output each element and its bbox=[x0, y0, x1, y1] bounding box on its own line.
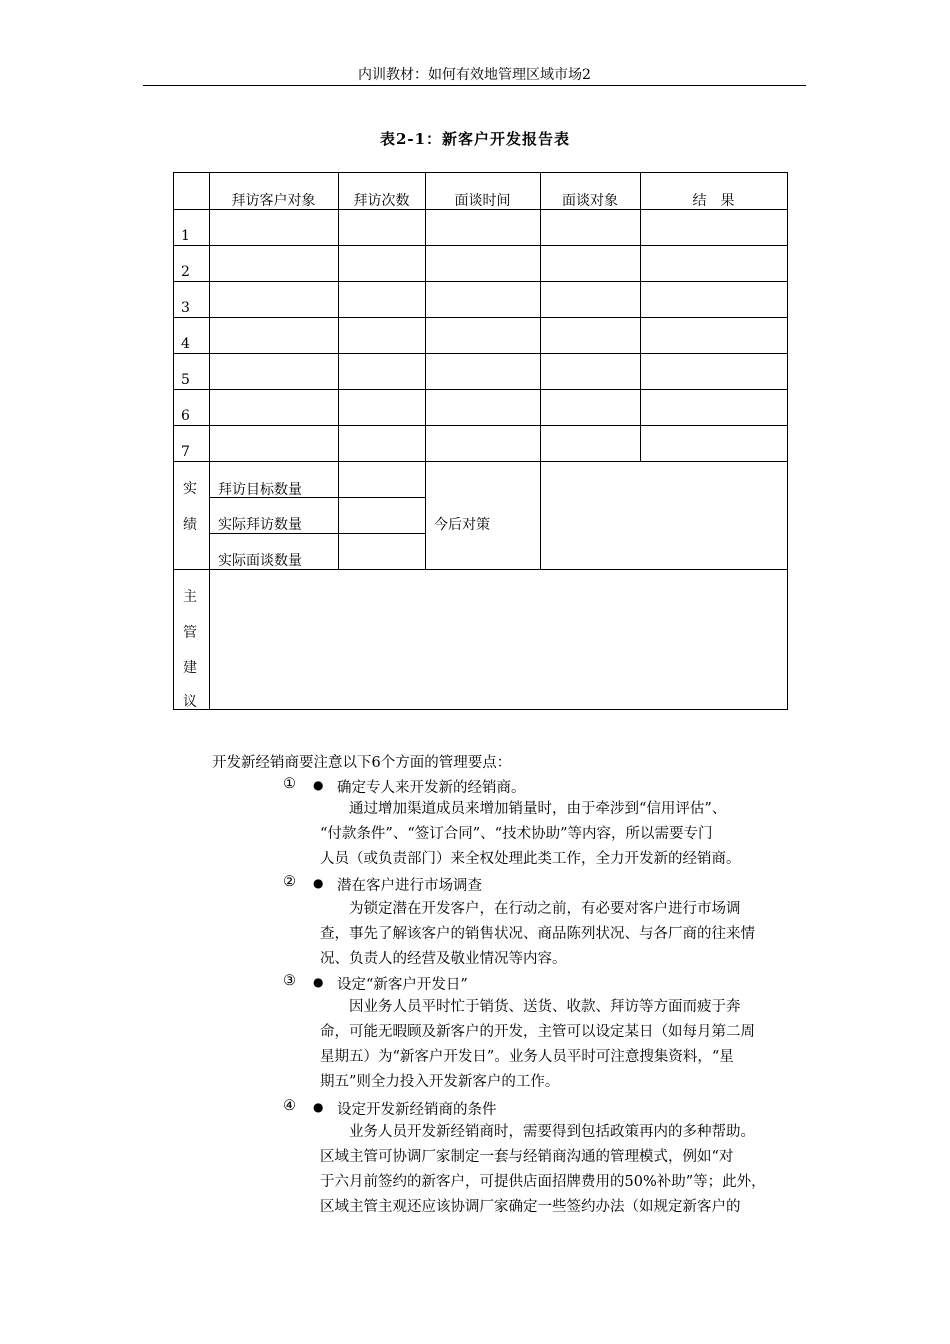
paragraph-line: 况、负责人的经营及敬业情况等内容。 bbox=[320, 951, 567, 967]
perf-label: 绩 bbox=[183, 517, 197, 533]
supervisor-label: 管 bbox=[183, 625, 197, 641]
paragraph-line: 星期五）为“新客户开发日”。业务人员平时可注意搜集资料，“星 bbox=[320, 1049, 734, 1065]
perf-label: 实 bbox=[183, 481, 197, 497]
paragraph-line: 业务人员开发新经销商时，需要得到包括政策再内的多种帮助。 bbox=[320, 1124, 755, 1140]
col-line bbox=[338, 172, 339, 569]
page-header: 内训教材：如何有效地管理区域市场2 bbox=[358, 67, 591, 83]
item-paragraph bbox=[320, 797, 810, 872]
row-number: 1 bbox=[181, 228, 190, 244]
paragraph-line: 区域主管主观还应该协调厂家确定一些签约办法（如规定新客户的 bbox=[320, 1199, 741, 1215]
paragraph-line: 区域主管可协调厂家制定一套与经销商沟通的管理模式，例如“对 bbox=[320, 1149, 734, 1165]
item-number: ③ bbox=[283, 973, 296, 989]
row-line bbox=[173, 245, 787, 246]
column-header: 拜访客户对象 bbox=[231, 193, 316, 209]
perf-item: 实际拜访数量 bbox=[218, 517, 302, 533]
item-title: 潜在客户进行市场调查 bbox=[337, 878, 482, 894]
header-rule bbox=[143, 85, 806, 86]
table-border-right bbox=[787, 172, 788, 710]
item-title: 设定“新客户开发日” bbox=[337, 977, 468, 993]
col-line bbox=[540, 172, 541, 569]
item-paragraph bbox=[320, 1120, 810, 1220]
paragraph-line: 因业务人员平时忙于销货、送货、收款、拜访等方面而疲于奔 bbox=[320, 999, 741, 1015]
supervisor-label: 建 bbox=[183, 660, 197, 676]
column-header: 面谈时间 bbox=[454, 193, 511, 209]
row-number: 6 bbox=[181, 408, 190, 424]
paragraph-line: “付款条件”、“签订合同”、“技术协助”等内容，所以需要专门 bbox=[320, 826, 713, 842]
item-number: ① bbox=[283, 776, 296, 792]
perf-item: 拜访目标数量 bbox=[218, 482, 302, 498]
row-line bbox=[173, 281, 787, 282]
paragraph-line: 为锁定潜在开发客户，在行动之前，有必要对客户进行市场调 bbox=[320, 901, 741, 917]
table-border-left bbox=[173, 172, 174, 710]
row-line bbox=[173, 317, 787, 318]
paragraph-line: 命，可能无暇顾及新客户的开发，主管可以设定某日（如每月第二周 bbox=[320, 1024, 755, 1040]
item-title: 确定专人来开发新的经销商。 bbox=[337, 780, 526, 796]
report-table bbox=[173, 172, 787, 709]
table-title: 表2-1：新客户开发报告表 bbox=[379, 130, 571, 148]
col-line bbox=[425, 172, 426, 569]
item-title: 设定开发新经销商的条件 bbox=[337, 1102, 497, 1118]
bullet-icon: ● bbox=[313, 1100, 324, 1114]
bullet-icon: ● bbox=[313, 975, 324, 989]
row-line bbox=[173, 389, 787, 390]
item-paragraph bbox=[320, 995, 810, 1095]
col-line bbox=[640, 172, 641, 461]
column-header: 面谈对象 bbox=[562, 193, 618, 209]
supervisor-label: 主 bbox=[183, 589, 197, 605]
column-header: 结 果 bbox=[692, 193, 735, 209]
col-line bbox=[209, 172, 210, 710]
bullet-icon: ● bbox=[313, 778, 324, 792]
row-number: 4 bbox=[181, 336, 190, 352]
supervisor-label: 议 bbox=[183, 694, 197, 710]
intro-text: 开发新经销商要注意以下6个方面的管理要点： bbox=[212, 755, 512, 771]
row-line bbox=[173, 353, 787, 354]
bullet-icon: ● bbox=[313, 876, 324, 890]
paragraph-line: 通过增加渠道成员来增加销量时，由于牵涉到“信用评估”、 bbox=[320, 801, 727, 817]
future-label: 今后对策 bbox=[434, 517, 490, 533]
perf-item: 实际面谈数量 bbox=[218, 553, 302, 569]
row-number: 5 bbox=[181, 372, 190, 388]
table-border-bottom bbox=[173, 709, 787, 710]
row-number: 7 bbox=[181, 444, 190, 460]
paragraph-line: 期五”则全力投入开发新客户的工作。 bbox=[320, 1074, 560, 1090]
item-number: ④ bbox=[283, 1098, 296, 1114]
table-border-top bbox=[173, 172, 787, 173]
row-number: 3 bbox=[181, 300, 190, 316]
item-number: ② bbox=[283, 874, 296, 890]
row-line bbox=[173, 461, 787, 462]
row-line bbox=[173, 425, 787, 426]
paragraph-line: 查，事先了解该客户的销售状况、商品陈列状况、与各厂商的往来情 bbox=[320, 926, 755, 942]
paragraph-line: 人员（或负责部门）来全权处理此类工作，全力开发新的经销商。 bbox=[320, 851, 741, 867]
item-paragraph bbox=[320, 897, 810, 972]
paragraph-line: 于六月前签约的新客户，可提供店面招牌费用的50%补助”等；此外， bbox=[320, 1174, 766, 1190]
row-number: 2 bbox=[181, 264, 190, 280]
column-header: 拜访次数 bbox=[353, 193, 410, 209]
